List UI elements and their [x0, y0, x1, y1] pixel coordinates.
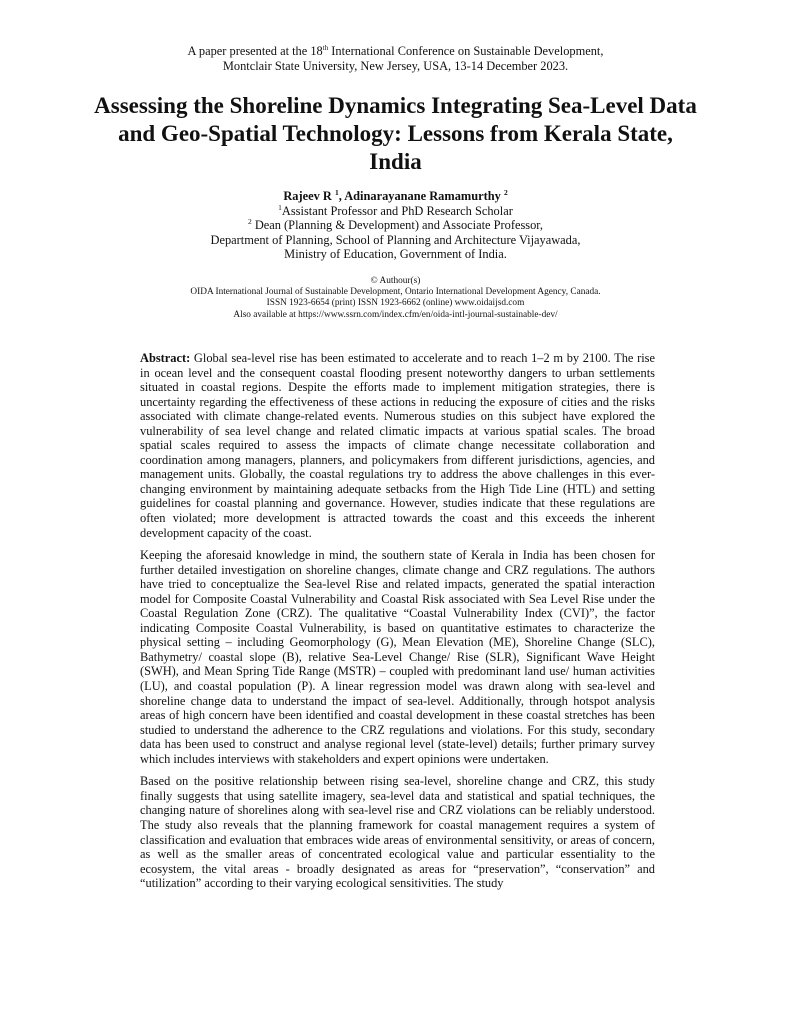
issn-line: ISSN 1923-6654 (print) ISSN 1923-6662 (online) www.oidaijsd.com: [266, 298, 525, 309]
author-2: Adinarayanane Ramamurthy: [344, 189, 501, 203]
conference-line-1: A paper presented at the 18th International Conference on Sustainable Development,: [187, 43, 604, 58]
author-block: [0, 189, 791, 262]
affiliation-4: Ministry of Education, Government of India.: [284, 247, 507, 262]
available-at-line: Also available at https://www.ssrn.com/index.cfm/en/oida-intl-journal-sustainable-dev/: [233, 309, 558, 320]
abstract-paragraph-2: Keeping the aforesaid knowledge in mind, the southern state of Kerala in India has been chosen for further detailed investigation on shoreline changes, climate change and CRZ regulations. The authors have tried to conceptualize the Sea-level Rise and related impacts, generated the spatial interaction model for Composite Coastal Vulnerability and Coastal Risk associated with Sea Level Rise under the Coastal Regulation Zone (CRZ). The qualitative “Coastal Vulnerability Index (CVI)”, the factor indicating Composite Coastal Vulnerability, is based on quantitative estimates to characterize the physical setting – including Geomorphology (G), Mean Elevation (ME), Shoreline Change (SLC), Bathymetry/ coastal slope (B), relative Sea-Level Change/ Rise (SLR), Significant Wave Height (SWH), and Mean Spring Tide Range (MSTR) – coupled with predominant land use/ human activities (LU), and coastal population (P). A linear regression model was drawn along with sea-level and shoreline change data to understand the impact of sea-level. Additionally, through hotspot analysis areas of high concern have been identified and coastal development in these coastal stretches has been studied to understand the adherence to the CRZ regulations and violations. For this study, secondary data has been used to construct and analyse regional level (state-level) details; further primary survey which includes interviews with stakeholders and expert opinions were undertaken.: [140, 548, 655, 766]
copyright-line: © Authour(s): [370, 276, 421, 286]
journal-name: OIDA International Journal of Sustainable Development, Ontario International Development Agency, Canada.: [190, 287, 601, 298]
affiliation-1: $^1$Assistant Professor and PhD Research Scholar: [278, 202, 513, 218]
abstract-body: [140, 351, 655, 899]
conference-line-2: Montclair State University, New Jersey, USA, 13-14 December 2023.: [222, 59, 569, 73]
affiliation-3: Department of Planning, School of Planning and Architecture Vijayawada,: [210, 232, 581, 247]
journal-info: [0, 276, 791, 321]
author-names: Rajeev R $^1$, Adinarayanane Ramamurthy $^2$: [283, 187, 508, 203]
author-1: Rajeev R: [283, 189, 332, 203]
affiliation-2: $^2$ Dean (Planning & Development) and Associate Professor,: [247, 217, 544, 233]
abstract-paragraph-3: Based on the positive relationship between rising sea-level, shoreline change and CRZ, this study finally suggests that using satellite imagery, sea-level data and statistical and spatial techniques, the changing nature of shorelines along with sea-level rise and CRZ violations can be reliably understood. The study also reveals that the planning framework for coastal management requires a system of classification and evaluation that embraces wide areas of environmental sensitivity, or areas of concern, as well as the smaller areas of concentrated ecological value and particular essentiality to the ecosystem, the vital areas - broadly designated as areas for “preservation”, “conservation” and “utilization” according to their varying ecological sensitivities. The study: [140, 774, 655, 891]
paper-title: Assessing the Shoreline Dynamics Integrating Sea-Level Data and Geo-Spatial Technology: Lessons from Kerala State, India: [94, 93, 697, 174]
abstract-paragraph-1: Abstract: Global sea-level rise has been estimated to accelerate and to reach 1–2 m by 2100. The rise in ocean level and the consequent coastal flooding present noteworthy dangers to urban settlements situated in coastal regions. Despite the efforts made to implement mitigation strategies, there is uncertainty regarding the effectiveness of these actions in reducing the exposure of cities and the risks associated with climate change-related events. Numerous studies on this subject have explored the vulnerability of sea level change and related climatic impacts at various spatial scales. The broad spatial scales required to assess the impacts of climate change necessitate collaboration and coordination among managers, planners, and policymakers from different jurisdictions, agencies, and management units. Globally, the coastal regulations try to address the above challenges in this ever-changing environment by maintaining adequate setbacks from the High Tide Line (HTL) and setting guidelines for coastal planning and governance. However, studies indicate that these regulations are often violated; more development is attracted towards the coast and this exceeds the inherent development capacity of the coast.: [140, 351, 655, 540]
abstract-label: Abstract:: [140, 351, 191, 365]
conference-header: [0, 44, 791, 74]
